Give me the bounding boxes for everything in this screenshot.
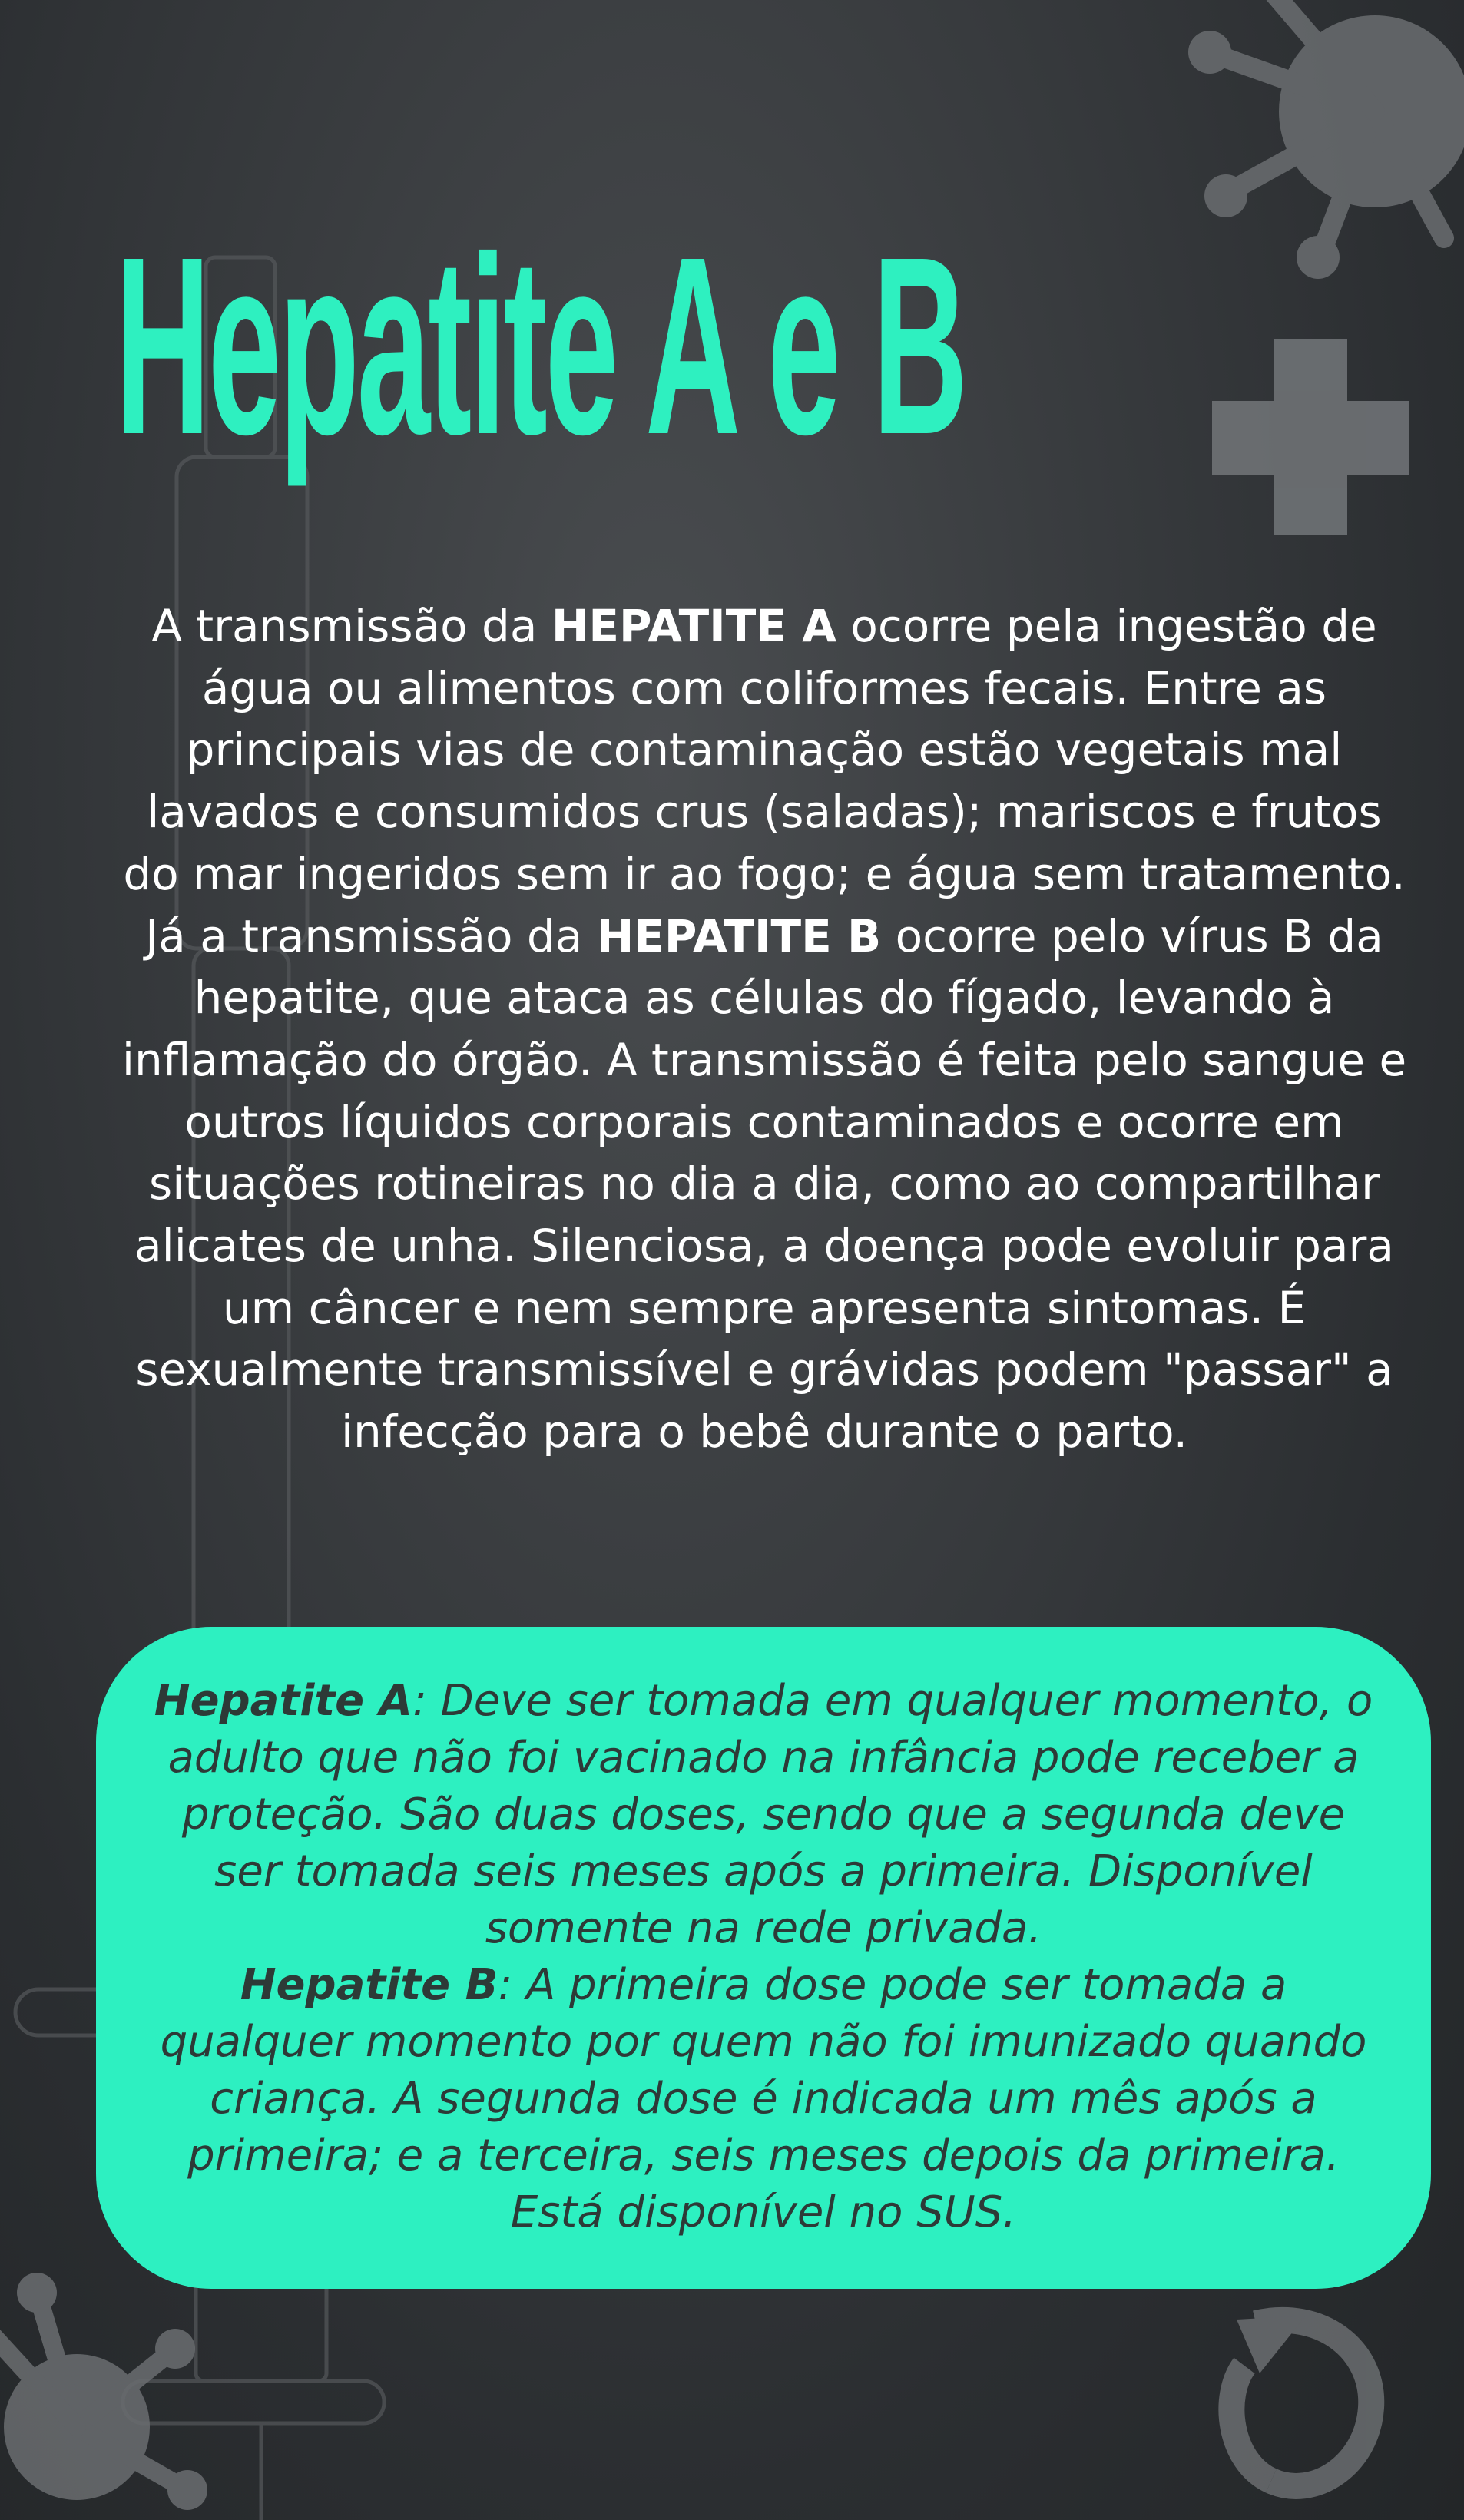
medical-cross-icon	[1212, 339, 1409, 535]
vaccination-info-box	[96, 1627, 1431, 2289]
hepatitis-b-name: HEPATITE B	[596, 909, 882, 962]
hepatitis-b-label: Hepatite B	[240, 1960, 498, 2010]
hepatitis-a-vaccine-paragraph	[150, 1673, 1377, 1957]
virus-icon	[0, 2273, 207, 2510]
virus-icon	[1188, 0, 1464, 279]
text-segment: A transmissão da	[151, 600, 551, 652]
text-segment: ocorre pelo vírus B da hepatite, que ataca as células do fígado, levando à inflamação do órgão. A transmissão é feita pelo sangue e outros líquidos corporais contaminados e ocorre em situações rotineiras no dia a dia, como ao compartilhar alicates de unha. Silenciosa, a doença pode evoluir para um câncer e nem sempre apresenta sintomas. É sexualmente transmissível e grávidas podem "passar" a infecção para o bebê durante o parto.	[121, 909, 1407, 1459]
page-title: Hepatite A e B	[115, 204, 966, 487]
hepatitis-b-transmission-paragraph	[115, 906, 1413, 1463]
hepatitis-a-label: Hepatite A	[154, 1676, 412, 1726]
text-segment: Já a transmissão da	[145, 909, 597, 962]
text-segment: ocorre pela ingestão de água ou alimentos com coliformes fecais. Entre as principais vias de contaminação estão vegetais mal lavados e consumidos crus (saladas); mariscos e frutos do mar ingeridos sem ir ao fogo; e água sem tratamento.	[123, 600, 1406, 900]
ring-logo-icon	[1231, 2316, 1371, 2486]
hepatitis-a-transmission-paragraph	[115, 595, 1413, 906]
transmission-text	[115, 595, 1413, 1463]
hepatitis-b-vaccine-paragraph	[150, 1957, 1377, 2241]
text-segment: : A primeira dose pode ser tomada a qualquer momento por quem não foi imunizado quando criança. A segunda dose é indicada um mês após a primeira; e a terceira, seis meses depois da primeira. Está disponível no SUS.	[160, 1960, 1367, 2237]
hepatitis-a-name: HEPATITE A	[551, 600, 836, 652]
text-segment: : Deve ser tomada em qualquer momento, o adulto que não foi vacinado na infância pode receber a proteção. São duas doses, sendo que a segunda deve ser tomada seis meses após a primeira. Disponível somente na rede privada.	[167, 1676, 1373, 1953]
